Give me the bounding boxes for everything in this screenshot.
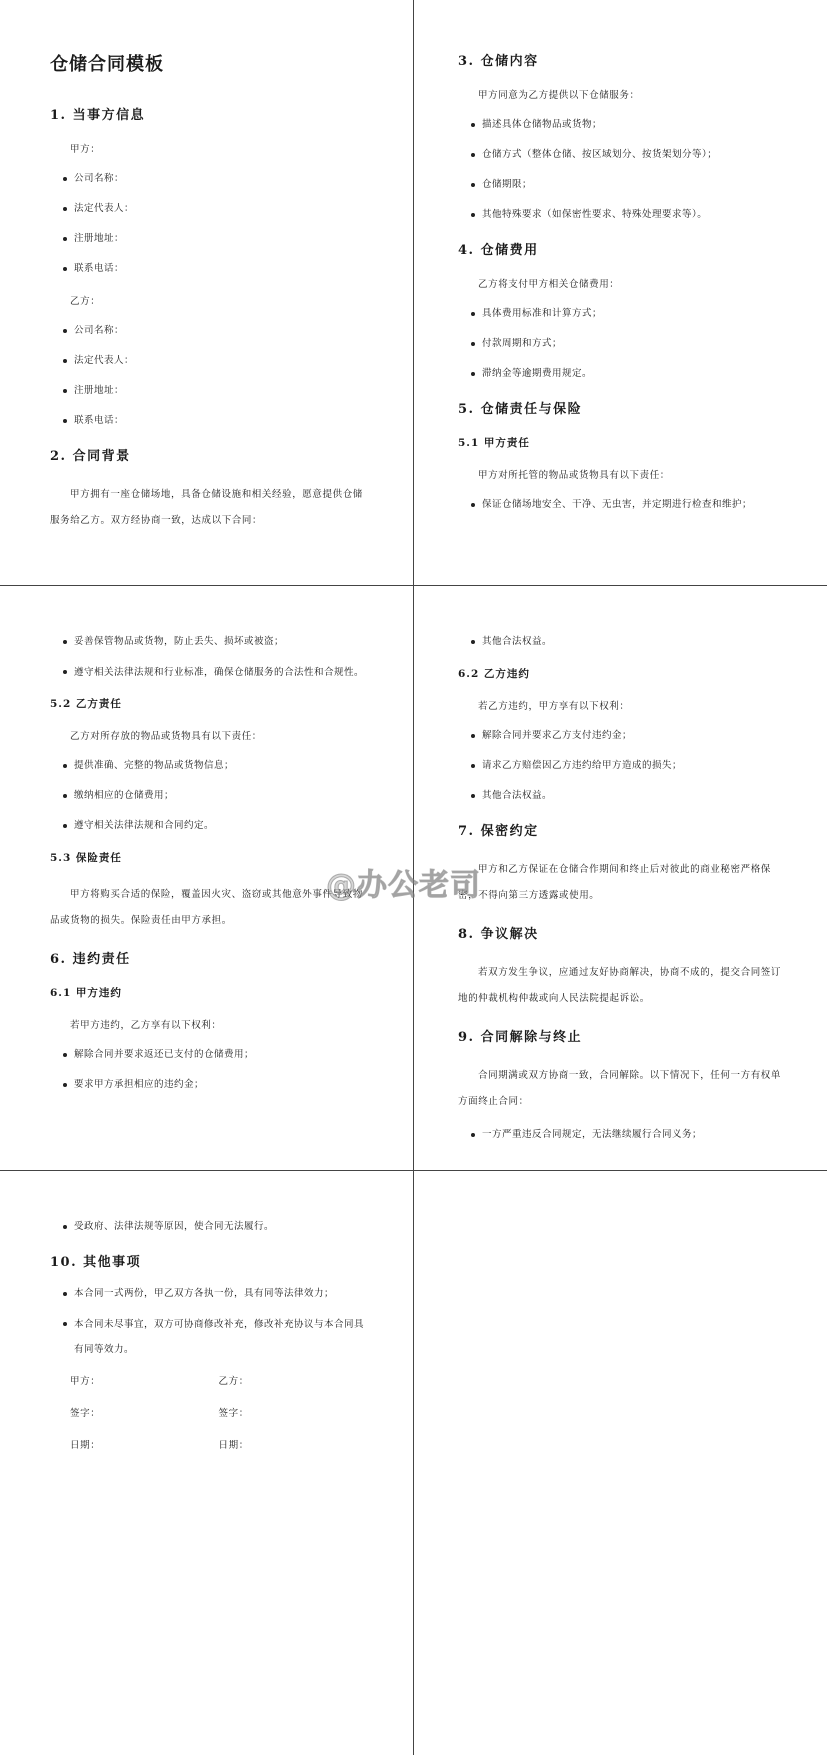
- list-item: 公司名称：: [50, 173, 367, 185]
- page-5: [0, 1171, 414, 1755]
- party-b-list: [50, 325, 367, 427]
- list-item: 仓储期限；: [458, 179, 781, 191]
- signature-party-row: [70, 1373, 367, 1387]
- section-4-heading: 4. 仓储费用: [458, 243, 539, 258]
- section-8-heading: 8. 争议解决: [458, 927, 539, 942]
- list-item: 妥善保管物品或货物，防止丢失、损坏或被盗；: [50, 636, 367, 648]
- list-item: 其他合法权益。: [458, 790, 781, 802]
- list-item: 法定代表人：: [50, 355, 367, 367]
- section-6-1-list: [50, 1049, 367, 1091]
- section-10-heading: 10. 其他事项: [50, 1255, 142, 1270]
- section-3-intro: 甲方同意为乙方提供以下仓储服务：: [478, 90, 640, 101]
- page-1: [0, 0, 414, 586]
- signature-date-b: 日期：: [218, 1440, 249, 1451]
- list-item: 解除合同并要求返还已支付的仓储费用；: [50, 1049, 367, 1061]
- party-b-label: 乙方：: [70, 296, 101, 307]
- section-5-1-heading: 5.1 甲方责任: [458, 437, 530, 449]
- section-8-paragraph: 若双方发生争议，应通过友好协商解决，协商不成的，提交合同签订地的仲裁机构仲裁或向人民法院提起诉讼。: [458, 967, 782, 1004]
- section-9-list-continued: [50, 1221, 367, 1233]
- page-4: [414, 586, 827, 1171]
- section-5-2-list: [50, 760, 367, 832]
- section-5-1-intro: 甲方对所托管的物品或货物具有以下责任：: [478, 470, 670, 481]
- section-2-heading: 2. 合同背景: [50, 449, 131, 464]
- list-item: 公司名称：: [50, 325, 367, 337]
- signature-sign-a: 签字：: [70, 1408, 101, 1419]
- section-1-heading: 1. 当事方信息: [50, 108, 146, 123]
- list-item: 提供准确、完整的物品或货物信息；: [50, 760, 367, 772]
- section-6-2-intro: 若乙方违约，甲方享有以下权利：: [478, 701, 630, 712]
- list-item: 注册地址：: [50, 233, 367, 245]
- page-6-blank: [414, 1171, 827, 1755]
- list-item: 遵守相关法律法规和合同约定。: [50, 820, 367, 832]
- signature-date-a: 日期：: [70, 1440, 101, 1451]
- section-5-2-heading: 5.2 乙方责任: [50, 698, 122, 710]
- list-item: 受政府、法律法规等原因，使合同无法履行。: [50, 1221, 367, 1233]
- list-item: 遵守相关法律法规和行业标准，确保仓储服务的合法性和合规性。: [50, 660, 367, 685]
- list-item: 法定代表人：: [50, 203, 367, 215]
- list-item: 滞纳金等逾期费用规定。: [458, 368, 781, 380]
- list-item: 本合同未尽事宜，双方可协商修改补充，修改补充协议与本合同具有同等效力。: [50, 1312, 367, 1362]
- list-item: 具体费用标准和计算方式；: [458, 308, 781, 320]
- section-5-3-paragraph: 甲方将购买合适的保险，覆盖因火灾、盗窃或其他意外事件导致物品或货物的损失。保险责任由甲方承担。: [50, 889, 363, 926]
- signature-party-a: 甲方：: [70, 1376, 101, 1387]
- list-item: 保证仓储场地安全、干净、无虫害，并定期进行检查和维护；: [458, 499, 781, 511]
- section-7-paragraph: 甲方和乙方保证在仓储合作期间和终止后对彼此的商业秘密严格保密，不得向第三方透露或使用。: [458, 864, 771, 901]
- signature-sign-row: [70, 1405, 367, 1419]
- page-3: [0, 586, 414, 1171]
- section-6-2-heading: 6.2 乙方违约: [458, 668, 530, 680]
- list-item: 联系电话：: [50, 415, 367, 427]
- page-2: [414, 0, 827, 586]
- party-a-list: [50, 173, 367, 275]
- signature-party-b: 乙方：: [218, 1376, 249, 1387]
- section-5-1-list-continued: [50, 636, 367, 685]
- section-3-list: [458, 119, 781, 221]
- section-9-list: [458, 1129, 781, 1141]
- section-5-3-heading: 5.3 保险责任: [50, 852, 122, 864]
- signature-sign-b: 签字：: [218, 1408, 249, 1419]
- section-6-1-list-continued: [458, 636, 781, 648]
- list-item: 请求乙方赔偿因乙方违约给甲方造成的损失；: [458, 760, 781, 772]
- section-5-heading: 5. 仓储责任与保险: [458, 402, 583, 417]
- signature-date-row: [70, 1437, 367, 1451]
- document-title: 仓储合同模板: [50, 54, 164, 75]
- section-3-heading: 3. 仓储内容: [458, 54, 539, 69]
- party-a-label: 甲方：: [70, 144, 101, 155]
- list-item: 描述具体仓储物品或货物；: [458, 119, 781, 131]
- list-item: 解除合同并要求乙方支付违约金；: [458, 730, 781, 742]
- list-item: 付款周期和方式；: [458, 338, 781, 350]
- list-item: 注册地址：: [50, 385, 367, 397]
- section-6-1-heading: 6.1 甲方违约: [50, 987, 122, 999]
- section-6-2-list: [458, 730, 781, 802]
- list-item: 联系电话：: [50, 263, 367, 275]
- list-item: 本合同一式两份，甲乙双方各执一份，具有同等法律效力；: [50, 1288, 367, 1300]
- section-9-heading: 9. 合同解除与终止: [458, 1030, 583, 1045]
- watermark-text: @办公老司: [326, 868, 481, 903]
- list-item: 缴纳相应的仓储费用；: [50, 790, 367, 802]
- section-5-1-list: [458, 499, 781, 511]
- section-4-list: [458, 308, 781, 380]
- list-item: 一方严重违反合同规定，无法继续履行合同义务；: [458, 1129, 781, 1141]
- list-item: 其他合法权益。: [458, 636, 781, 648]
- section-10-list: [50, 1288, 367, 1362]
- section-2-paragraph: 甲方拥有一座仓储场地，具备仓储设施和相关经验，愿意提供仓储服务给乙方。双方经协商一致，达成以下合同：: [50, 489, 363, 526]
- section-6-heading: 6. 违约责任: [50, 952, 131, 967]
- list-item: 其他特殊要求（如保密性要求、特殊处理要求等）。: [458, 209, 781, 221]
- list-item: 仓储方式（整体仓储、按区域划分、按货架划分等）；: [458, 149, 781, 161]
- section-6-1-intro: 若甲方违约，乙方享有以下权利：: [70, 1020, 222, 1031]
- section-4-intro: 乙方将支付甲方相关仓储费用：: [478, 279, 620, 290]
- section-7-heading: 7. 保密约定: [458, 824, 539, 839]
- section-9-paragraph: 合同期满或双方协商一致，合同解除。以下情况下，任何一方有权单方面终止合同：: [458, 1070, 782, 1107]
- list-item: 要求甲方承担相应的违约金；: [50, 1079, 367, 1091]
- section-5-2-intro: 乙方对所存放的物品或货物具有以下责任：: [70, 731, 262, 742]
